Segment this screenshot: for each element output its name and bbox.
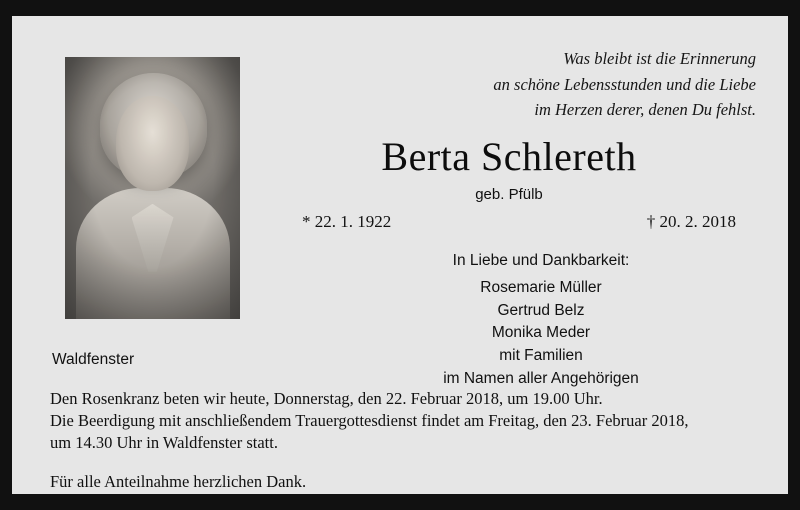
survivor-name: Rosemarie Müller (480, 278, 602, 296)
portrait-vignette (65, 57, 240, 319)
portrait-image (65, 57, 240, 319)
verse-line-3: im Herzen derer, denen Du fehlst. (534, 100, 756, 120)
thanks-line: Für alle Anteilnahme herzlichen Dank. (50, 472, 307, 492)
notice-inner (12, 16, 788, 494)
funeral-line-1: Die Beerdigung mit anschließendem Trauergottesdienst findet am Freitag, den 23. Februar 2018, (50, 411, 689, 431)
verse-line-1: Was bleibt ist die Erinnerung (563, 49, 756, 68)
portrait-photo (65, 57, 240, 319)
death-date: † 20. 2. 2018 (646, 212, 736, 231)
rosary-line: Den Rosenkranz beten wir heute, Donnerstag, den 22. Februar 2018, um 19.00 Uhr. (50, 389, 603, 408)
dedication-line: In Liebe und Dankbarkeit: (452, 252, 630, 269)
life-dates (272, 212, 754, 232)
deceased-name: Berta Schlereth (381, 134, 637, 179)
verse-line-2: an schöne Lebensstunden und die Liebe (493, 74, 756, 94)
survivor-name: mit Familien (499, 347, 583, 365)
memorial-verse (316, 46, 756, 123)
survivor-name: Gertrud Belz (497, 301, 585, 319)
place-name: Waldfenster (52, 351, 135, 368)
funeral-line-2: um 14.30 Uhr in Waldfenster statt. (50, 433, 278, 453)
survivor-name: im Namen aller Angehörigen (443, 369, 639, 387)
survivors-block (312, 250, 770, 391)
maiden-name: geb. Pfülb (475, 186, 543, 203)
survivor-name: Monika Meder (491, 324, 591, 342)
service-details (50, 388, 764, 493)
birth-date: * 22. 1. 1922 (302, 212, 392, 231)
